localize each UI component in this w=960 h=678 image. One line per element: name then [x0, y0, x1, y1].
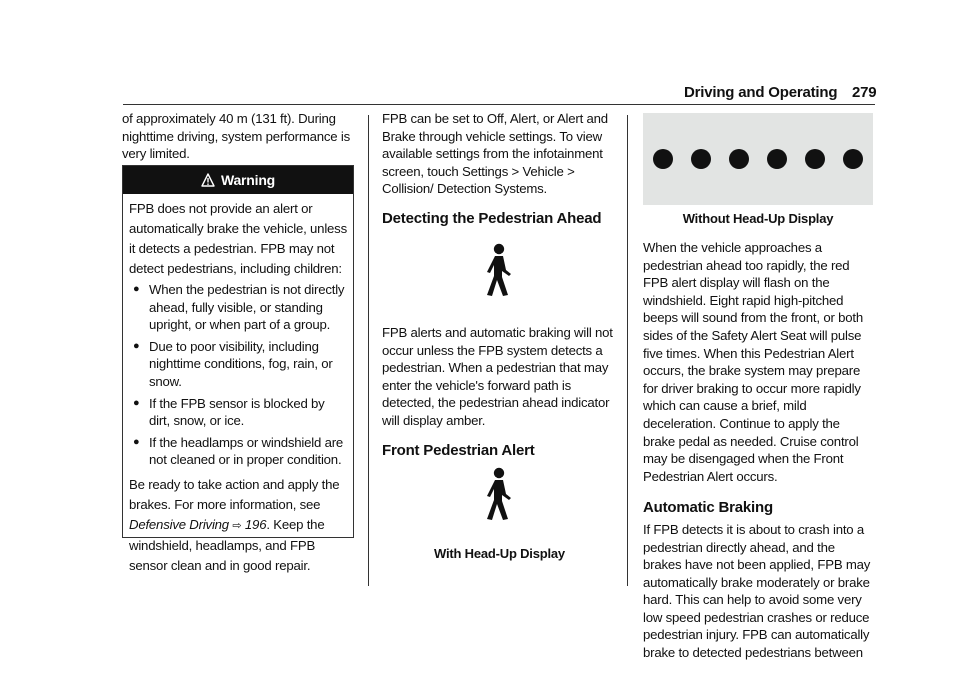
page-number: 279: [852, 84, 877, 101]
column-3: [643, 239, 875, 662]
header-divider: [123, 104, 875, 105]
caption-with-hud: With Head-Up Display: [434, 546, 565, 561]
hud-dot-icon: [767, 149, 787, 169]
section-title: Driving and Operating: [684, 84, 838, 101]
intro-paragraph: of approximately 40 m (131 ft). During nighttime driving, system performance is very limited.: [122, 111, 350, 162]
list-item-text: Due to poor visibility, including nighttime conditions, fog, rain, or snow.: [149, 338, 333, 389]
column-1: [122, 110, 354, 163]
hud-alert-display: [643, 113, 873, 205]
hud-dot-icon: [843, 149, 863, 169]
column-2: [382, 110, 617, 228]
list-item: [129, 395, 347, 430]
page-ref-arrow-icon: ⇨: [232, 519, 242, 532]
warning-box: [122, 165, 354, 573]
bullet-icon: ●: [133, 339, 140, 352]
warning-after-text: Be ready to take action and apply the brakes. For more information, see: [129, 476, 340, 512]
warning-body: [123, 194, 353, 576]
list-item-text: When the pedestrian is not directly ahead, fully visible, or standing upright, or when part of a group.: [149, 282, 345, 333]
warning-after: [129, 475, 347, 576]
pedestrian-icon: [482, 243, 516, 302]
caption-without-hud: Without Head-Up Display: [682, 211, 834, 226]
column-divider-1: [368, 115, 369, 586]
hud-dot-icon: [653, 149, 673, 169]
list-item-text: If the FPB sensor is blocked by dirt, snow, or ice.: [149, 395, 325, 429]
warning-triangle-icon: [201, 173, 215, 187]
warning-list: [129, 281, 347, 469]
alert-lights: [653, 149, 863, 169]
list-item: [129, 338, 347, 391]
list-item-text: If the headlamps or windshield are not cleaned or in proper condition.: [149, 434, 344, 468]
bullet-icon: ●: [133, 283, 140, 295]
warning-lead: FPB does not provide an alert or automatically brake the vehicle, unless it detects a pedestrian. FPB may not detect pedestrians, including children:: [129, 201, 347, 276]
heading-front-alert: Front Pedestrian Alert: [382, 441, 535, 459]
warning-header: [123, 166, 353, 194]
warning-after-tail: . Keep the windshield, headlamps, and FPB sensor clean and in good repair.: [129, 516, 325, 573]
page-ref-number[interactable]: 196: [244, 516, 267, 532]
bullet-icon: ●: [133, 435, 140, 448]
hud-dot-icon: [691, 149, 711, 169]
alert-paragraph: When the vehicle approaches a pedestrian ahead too rapidly, the red FPB alert display will flash on the windshield. Eight rapid high-pitched beeps will sound from the front, or both sides of the Safety Alert Seat will pulse five times. When this Pedestrian Alert occurs, the brake system may prepare for driver braking to occur more rapidly which can cause a brief, mild deceleration. Continue to apply the brake pedal as needed. Cruise control may be disengaged when the Front Pedestrian Alert occurs.: [643, 240, 863, 484]
column-divider-2: [627, 115, 628, 586]
heading-automatic-braking: Automatic Braking: [643, 499, 773, 517]
auto-braking-paragraph: If FPB detects it is about to crash into a pedestrian directly ahead, and the brakes have not been applied, FPB may automatically brake moderately or brake hard. This can help to avoid some very low speed pedestrian crashes or reduce pedestrian injury. FPB can automatically brake to detected pedestrians between: [643, 521, 871, 661]
pedestrian-icon: [482, 467, 516, 526]
hud-dot-icon: [729, 149, 749, 169]
warning-title: Warning: [220, 172, 276, 188]
hud-dot-icon: [805, 149, 825, 169]
list-item: [129, 434, 347, 469]
column-2-lower: [382, 324, 622, 459]
list-item: [129, 281, 347, 334]
settings-paragraph: FPB can be set to Off, Alert, or Alert and Brake through vehicle settings. To view available settings from the infotainment screen, touch Settings > Vehicle > Collision/ Detection Systems.: [382, 111, 608, 197]
defensive-driving-link[interactable]: Defensive Driving: [129, 516, 229, 532]
heading-detecting: Detecting the Pedestrian Ahead: [382, 209, 602, 227]
bullet-icon: ●: [133, 396, 140, 409]
detecting-paragraph: FPB alerts and automatic braking will not occur unless the FPB system detects a pedestrian. When a pedestrian that may enter the vehicle's forward path is detected, the pedestrian ahead indicator will display amber.: [382, 325, 613, 428]
